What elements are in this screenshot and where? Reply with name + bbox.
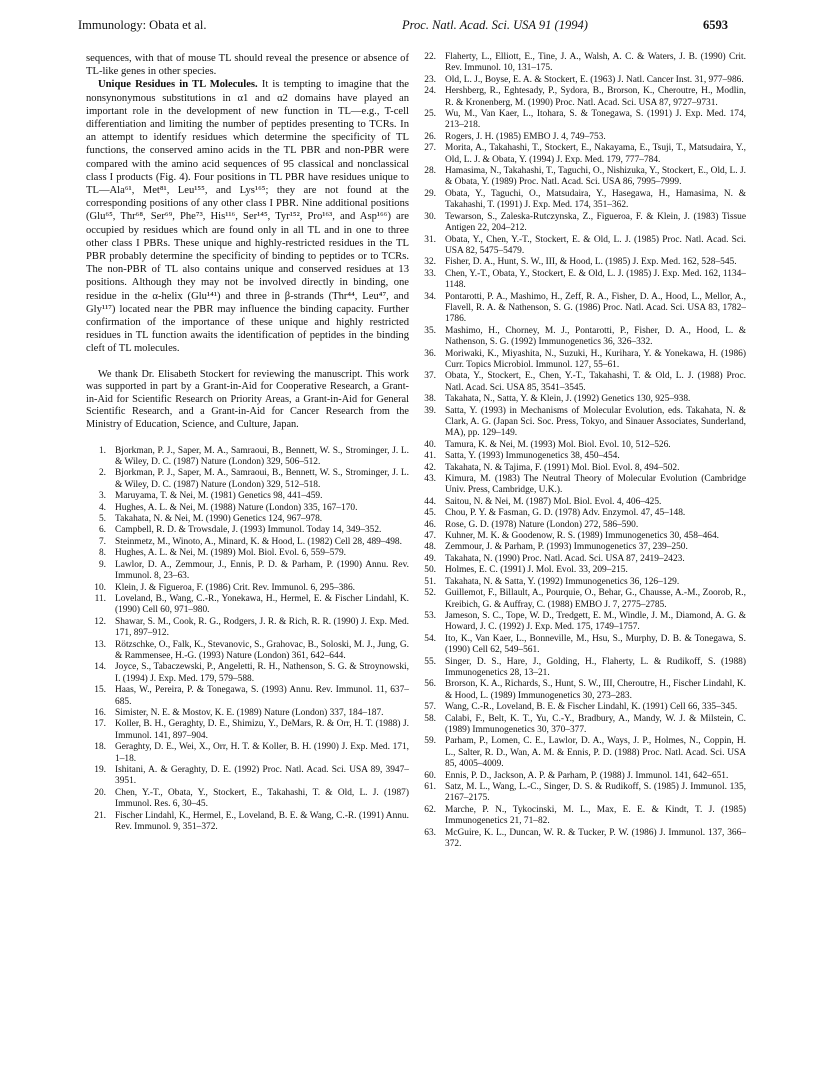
reference-number: 46. [424,519,436,530]
right-column [416,52,746,850]
reference-item [416,269,746,292]
reference-item [416,531,746,542]
reference-text: Geraghty, D. E., Wei, X., Orr, H. T. & Koller, B. H. (1990) J. Exp. Med. 171, 1–18. [115,742,409,764]
reference-number: 42. [424,462,436,473]
reference-text: Rose, G. D. (1978) Nature (London) 272, 586–590. [445,519,639,530]
reference-text: Old, L. J., Boyse, E. A. & Stockert, E. (1963) J. Natl. Cancer Inst. 31, 977–986. [445,74,744,85]
reference-text: Mashimo, H., Chorney, M. J., Pontarotti, P., Fisher, D. A., Hood, L. & Nathenson, S. G. (1992) Immunogenetics 36, 326–332. [445,325,746,348]
unique-residues-paragraph [86,78,409,355]
reference-item [416,257,746,268]
reference-text: Fisher, D. A., Hunt, S. W., III, & Hood, L. (1985) J. Exp. Med. 162, 528–545. [445,257,737,268]
body-text [86,52,409,356]
reference-number: 57. [424,702,436,713]
reference-item [86,640,409,663]
reference-item [86,548,409,559]
reference-item [416,440,746,451]
reference-text: Koller, B. H., Geraghty, D. E., Shimizu, Y., DeMars, R. & Orr, H. T. (1988) J. Immunol. 141, 897–904. [115,719,409,741]
reference-number: 3. [98,491,106,502]
reference-number: 55. [424,656,436,667]
reference-number: 16. [94,707,106,718]
reference-number: 51. [424,576,436,587]
reference-number: 22. [424,52,436,62]
reference-item [86,503,409,514]
reference-text: Hughes, A. L. & Nei, M. (1988) Nature (London) 335, 167–170. [115,502,358,513]
reference-item [416,371,746,394]
reference-number: 17. [94,719,106,730]
reference-item [416,771,746,782]
reference-text: Bjorkman, P. J., Saper, M. A., Samraoui, B., Bennett, W. S., Strominger, J. L. & Wiley, D. C. (1987) Nature (London) 329, 506–512. [115,445,409,468]
reference-text: Chen, Y.-T., Obata, Y., Stockert, E., Takahashi, T. & Old, L. J. (1987) Immunol. Res. 6, 30–45. [115,787,409,810]
reference-item [416,736,746,770]
reference-item [416,565,746,576]
reference-text: Hamasima, N., Takahashi, T., Taguchi, O., Nishizuka, Y., Stockert, E., Old, L. J. & Obata, Y. (1989) Proc. Natl. Acad. Sci. USA 86, 7995–7999. [445,166,746,188]
reference-item [416,394,746,405]
reference-item [416,451,746,462]
reference-text: Takahata, N., Satta, Y. & Klein, J. (1992) Genetics 130, 925–938. [445,394,691,405]
left-column [86,52,409,833]
reference-number: 50. [424,565,436,576]
reference-number: 56. [424,679,436,690]
reference-item [86,537,409,548]
reference-number: 38. [424,394,436,405]
reference-item [86,662,409,685]
reference-text: Satta, Y. (1993) Immunogenetics 38, 450–454. [445,451,620,462]
reference-number: 11. [94,593,106,604]
reference-number: 35. [424,325,436,336]
reference-item [86,560,409,583]
reference-item [86,468,409,491]
reference-text: Tewarson, S., Zaleska-Rutczynska, Z., Figueroa, F. & Klein, J. (1983) Tissue Antigen 22, 204–212. [445,211,746,234]
reference-number: 43. [424,474,436,485]
reference-number: 60. [424,770,436,781]
reference-number: 24. [424,86,436,97]
reference-number: 49. [424,553,436,564]
reference-number: 61. [424,782,436,792]
reference-item [86,617,409,640]
reference-number: 37. [424,371,436,382]
reference-text: Guillemot, F., Billault, A., Pourquie, O., Behar, G., Chausse, A.-M., Zoorob, R., Kreibich, G. & Auffray, C. (1988) EMBO J. 7, 2775–2785. [445,588,746,610]
reference-text: Satta, Y. (1993) in Mechanisms of Molecular Evolution, eds. Takahata, N. & Clark, A. G. (Japan Sci. Soc. Press, Tokyo, and Sinauer Associates, Sunderland, MA), pp. 129–149. [445,405,746,439]
reference-number: 63. [424,827,436,838]
acknowledgment: We thank Dr. Elisabeth Stockert for reviewing the manuscript. This work was supported in part by a Grant-in-Aid for Cooperative Research, a Grant-in-Aid for Scientific Research on Priority Areas, a Grant-in-Aid for General Scientific Research, and a Grant-in-Aid for Cancer Research from the Ministry of Education, Science, and Culture, Japan. [86,368,409,431]
reference-text: Lawlor, D. A., Zemmour, J., Ennis, P. D. & Parham, P. (1990) Annu. Rev. Immunol. 8, 23–63. [115,559,409,582]
reference-number: 4. [98,502,106,513]
reference-item [86,583,409,594]
reference-number: 9. [98,559,106,570]
reference-number: 44. [424,496,436,507]
reference-number: 30. [424,211,436,222]
reference-number: 47. [424,531,436,542]
reference-text: McGuire, K. L., Duncan, W. R. & Tucker, P. W. (1986) J. Immunol. 137, 366–372. [445,827,746,850]
reference-number: 27. [424,143,436,154]
reference-item [416,349,746,372]
reference-item [86,514,409,525]
reference-item [416,132,746,143]
reference-text: Satz, M. L., Wang, L.-C., Singer, D. S. & Rudikoff, S. (1985) J. Immunol. 135, 2167–2175. [445,782,746,804]
reference-text: Moriwaki, K., Miyashita, N., Suzuki, H., Kurihara, Y. & Yonekawa, H. (1986) Curr. Topics Microbiol. Immunol. 127, 55–61. [445,348,746,370]
reference-item [416,508,746,519]
reference-item [86,719,409,742]
reference-number: 5. [98,514,106,525]
reference-number: 18. [94,742,106,753]
reference-item [416,577,746,588]
reference-text: Saitou, N. & Nei, M. (1987) Mol. Biol. Evol. 4, 406–425. [445,496,662,507]
reference-number: 34. [424,291,436,302]
reference-item [416,406,746,440]
reference-item [416,143,746,166]
reference-item [416,463,746,474]
reference-text: Klein, J. & Figueroa, F. (1986) Crit. Rev. Immunol. 6, 295–386. [115,582,356,593]
reference-item [416,634,746,657]
reference-item [416,702,746,713]
reference-item [416,52,746,75]
reference-number: 58. [424,713,436,724]
reference-number: 45. [424,508,436,519]
reference-number: 39. [424,405,436,416]
reference-item [86,594,409,617]
continuation-paragraph: sequences, with that of mouse TL should reveal the presence or absence of TL-like genes in other species. [86,53,409,78]
reference-text: Takahata, N. & Nei, M. (1990) Genetics 124, 967–978. [115,514,323,525]
reference-text: Maruyama, T. & Nei, M. (1981) Genetics 98, 441–459. [115,491,323,502]
reference-text: Takahata, N. & Satta, Y. (1992) Immunogenetics 36, 126–129. [445,576,680,587]
reference-text: Obata, Y., Stockert, E., Chen, Y.-T., Takahashi, T. & Old, L. J. (1988) Proc. Natl. Acad. Sci. USA 85, 3541–3545. [445,371,746,393]
reference-item [416,588,746,611]
reference-item [416,679,746,702]
reference-number: 48. [424,542,436,553]
reference-item [416,805,746,828]
reference-text: Campbell, R. D. & Trowsdale, J. (1993) Immunol. Today 14, 349–352. [115,525,382,536]
reference-number: 26. [424,131,436,142]
reference-item [416,714,746,737]
reference-list-left [86,446,409,834]
reference-item [416,542,746,553]
reference-text: Calabi, F., Belt, K. T., Yu, C.-Y., Bradbury, A., Mandy, W. J. & Milstein, C. (1989) Immunogenetics 30, 370–377. [445,713,746,735]
reference-text: Ennis, P. D., Jackson, A. P. & Parham, P. (1988) J. Immunol. 141, 642–651. [445,770,729,781]
reference-item [86,446,409,469]
reference-text: Ito, K., Van Kaer, L., Bonneville, M., Hsu, S., Murphy, D. B. & Tonegawa, S. (1990) Cell 62, 549–561. [445,633,746,656]
reference-text: Chen, Y.-T., Obata, Y., Stockert, E. & Old, L. J. (1985) J. Exp. Med. 162, 1134–1148. [445,268,746,291]
reference-number: 21. [94,810,106,821]
reference-item [86,708,409,719]
reference-number: 7. [98,536,106,547]
reference-text: Morita, A., Takahashi, T., Stockert, E., Nakayama, E., Tsuji, T., Matsudaira, Y., Old, L. J. & Obata, Y. (1994) J. Exp. Med. 179, 777–784. [445,143,746,165]
reference-number: 10. [94,582,106,593]
reference-text: Simister, N. E. & Mostov, K. E. (1989) Nature (London) 337, 184–187. [115,707,384,718]
reference-text: Joyce, S., Tabaczewski, P., Angeletti, R. H., Nathenson, S. G. & Stroynowski, I. (1994) J. Exp. Med. 179, 579–588. [115,662,409,684]
page-number: 6593 [703,18,728,32]
reference-item [86,811,409,834]
reference-item [416,86,746,109]
reference-item [416,109,746,132]
reference-text: Loveland, B., Wang, C.-R., Yonekawa, H., Hermel, E. & Fischer Lindahl, K. (1990) Cell 60, 971–980. [115,593,409,616]
reference-number: 14. [94,662,106,673]
reference-text: Pontarotti, P. A., Mashimo, H., Zeff, R. A., Fisher, D. A., Hood, L., Mellor, A., Flavell, R. A. & Nathenson, S. G. (1986) Proc. Natl. Acad. Sci. USA 83, 1782–1786. [445,291,746,325]
reference-number: 62. [424,804,436,815]
reference-item [416,554,746,565]
reference-text: Zemmour, J. & Parham, P. (1993) Immunogenetics 37, 239–250. [445,542,688,553]
reference-number: 36. [424,348,436,359]
reference-number: 28. [424,166,436,177]
reference-item [86,788,409,811]
reference-text: Chou, P. Y. & Fasman, G. D. (1978) Adv. Enzymol. 47, 45–148. [445,508,686,519]
reference-item [416,75,746,86]
reference-text: Obata, Y., Taguchi, O., Matsudaira, Y., Hasegawa, H., Hamasima, N. & Takahashi, T. (1991) J. Exp. Med. 174, 351–362. [445,188,746,211]
reference-number: 41. [424,451,436,462]
reference-text: Flaherty, L., Elliott, E., Tine, J. A., Walsh, A. C. & Waters, J. B. (1990) Crit. Rev. Immunol. 10, 131–175. [445,52,746,74]
reference-number: 59. [424,736,436,747]
reference-number: 52. [424,588,436,599]
reference-text: Jameson, S. C., Tope, W. D., Tredgett, E. M., Windle, J. M., Diamond, A. G. & Howard, J. C. (1992) J. Exp. Med. 175, 1749–1757. [445,610,746,633]
reference-text: Fischer Lindahl, K., Hermel, E., Loveland, B. E. & Wang, C.-R. (1991) Annu. Rev. Immunol. 9, 351–372. [115,810,409,833]
reference-item [416,212,746,235]
reference-number: 25. [424,109,436,120]
reference-text: Tamura, K. & Nei, M. (1993) Mol. Biol. Evol. 10, 512–526. [445,439,671,450]
reference-text: Singer, D. S., Hare, J., Golding, H., Flaherty, L. & Rudikoff, S. (1988) Immunogenetics 28, 13–21. [445,656,746,678]
reference-item [416,474,746,497]
reference-number: 33. [424,268,436,279]
reference-item [416,520,746,531]
reference-number: 12. [94,616,106,627]
reference-text: Wu, M., Van Kaer, L., Itohara, S. & Tonegawa, S. (1991) J. Exp. Med. 174, 213–218. [445,109,746,131]
reference-item [86,765,409,788]
reference-text: Bjorkman, P. J., Saper, M. A., Samraoui, B., Bennett, W. S., Strominger, J. L. & Wiley, D. C. (1987) Nature (London) 329, 512–518. [115,468,409,490]
reference-text: Rötzschke, O., Falk, K., Stevanovic, S., Grahovac, B., Soloski, M. J., Jung, G. & Rammensee, H.-G. (1993) Nature (London) 361, 642–644. [115,639,409,661]
reference-item [416,611,746,634]
reference-text: Steinmetz, M., Winoto, A., Minard, K. & Hood, L. (1982) Cell 28, 489–498. [115,536,402,547]
reference-number: 1. [98,445,106,456]
reference-number: 19. [94,765,106,776]
reference-number: 32. [424,257,436,268]
reference-number: 8. [98,548,106,559]
reference-text: Kuhner, M. K. & Goodenow, R. S. (1989) Immunogenetics 30, 458–464. [445,531,719,542]
reference-item [416,292,746,326]
reference-number: 53. [424,610,436,621]
reference-number: 23. [424,74,436,85]
section-text: It is tempting to imagine that the nonsynonymous substitutions in α1 and α2 domains have played an important role in the development of new function in TL—e.g., T-cell differentiation and limiting the number of peptides presenting to TCRs. In an attempt to identify residues which determine the specificity of TL functions, the conserved amino acids in the TL PBR and non-PBR were compared with the amino acid sequences of 95 classical and nonclassical class I products (Fig. 4). Four positions in TL PBR have residues unique to TL—Ala⁶¹, Met⁸¹, Leu¹⁵⁵, and Lys¹⁶⁵; they are not found at the corresponding positions of any other class I PBR. Nine additional positions (Glu⁶⁵, Thr⁶⁸, Ser⁶⁹, Phe⁷³, His¹¹⁶, Ser¹⁴⁵, Tyr¹⁵², Pro¹⁶³, and Asp¹⁶⁶) are occupied by residues which are found only in all TL and in one to three other class I PBRs. These unique and highly-restricted residues in the TL PBR probably determine the specificity of binding to peptides or to TCRs. The non-PBR of TL also contains unique and conserved residues at 13 positions. Although they may not be involved directly in binding, one residue in the α-helix (Glu¹⁴¹) and three in β-strands (Thr⁴⁴, Leu⁴⁷, and Gly¹¹⁷) located near the PBR may influence the binding capacity. Further confirmation of the importance of these unique and highly restricted residues in TL function awaits the identification of peptides in the binding cleft of TL molecules. [86,79,409,355]
reference-text: Obata, Y., Chen, Y.-T., Stockert, E. & Old, L. J. (1985) Proc. Natl. Acad. Sci. USA 82, 5475–5479. [445,234,746,256]
reference-item [86,525,409,536]
reference-text: Rogers, J. H. (1985) EMBO J. 4, 749–753. [445,131,606,142]
reference-text: Wang, C.-R., Loveland, B. E. & Fischer Lindahl, K. (1991) Cell 66, 335–345. [445,702,738,713]
reference-item [416,166,746,189]
reference-number: 29. [424,188,436,199]
reference-number: 2. [98,468,106,479]
reference-text: Takahata, N. & Tajima, F. (1991) Mol. Biol. Evol. 8, 494–502. [445,462,680,473]
reference-text: Holmes, E. C. (1991) J. Mol. Evol. 33, 209–215. [445,565,628,576]
reference-number: 13. [94,639,106,650]
reference-item [86,491,409,502]
reference-text: Hughes, A. L. & Nei, M. (1989) Mol. Biol. Evol. 6, 559–579. [115,548,346,559]
reference-item [416,189,746,212]
reference-text: Kimura, M. (1983) The Neutral Theory of Molecular Evolution (Cambridge Univ. Press, Cambridge, U.K.). [445,474,746,496]
reference-item [86,742,409,765]
reference-text: Takahata, N. (1990) Proc. Natl. Acad. Sci. USA 87, 2419–2423. [445,553,685,564]
reference-number: 15. [94,685,106,696]
reference-item [416,326,746,349]
reference-number: 6. [98,525,106,536]
reference-item [416,497,746,508]
reference-number: 40. [424,439,436,450]
reference-text: Haas, W., Pereira, P. & Tonegawa, S. (1993) Annu. Rev. Immunol. 11, 637–685. [115,685,409,707]
header-journal-section: Immunology: Obata et al. [78,18,207,32]
reference-item [416,782,746,805]
reference-text: Ishitani, A. & Geraghty, D. E. (1992) Proc. Natl. Acad. Sci. USA 89, 3947–3951. [115,765,409,787]
header-citation: Proc. Natl. Acad. Sci. USA 91 (1994) [402,18,588,32]
reference-number: 54. [424,633,436,644]
running-header [0,18,816,38]
reference-number: 20. [94,787,106,798]
reference-item [86,685,409,708]
reference-text: Brorson, K. A., Richards, S., Hunt, S. W., III, Cheroutre, H., Fischer Lindahl, K. & Hood, L. (1989) Immunogenetics 30, 273–283. [445,679,747,701]
reference-text: Marche, P. N., Tykocinski, M. L., Max, E. E. & Kindt, T. J. (1985) Immunogenetics 21, 71–82. [445,804,746,827]
reference-item [416,657,746,680]
reference-text: Shawar, S. M., Cook, R. G., Rodgers, J. R. & Rich, R. R. (1990) J. Exp. Med. 171, 897–912. [115,616,409,639]
reference-item [416,235,746,258]
section-heading: Unique Residues in TL Molecules. [98,79,258,91]
reference-number: 31. [424,234,436,245]
reference-text: Hershberg, R., Eghtesady, P., Sydora, B., Brorson, K., Cheroutre, H., Modlin, R. & Kronenberg, M. (1990) Proc. Natl. Acad. Sci. USA 87, 9727–9731. [445,86,746,108]
reference-item [416,828,746,851]
reference-list-right [416,52,746,850]
reference-text: Parham, P., Lomen, C. E., Lawlor, D. A., Ways, J. P., Holmes, N., Coppin, H. L., Salter, R. D., Wan, A. M. & Ennis, P. D. (1988) Proc. Natl. Acad. Sci. USA 85, 4005–4009. [445,736,746,770]
